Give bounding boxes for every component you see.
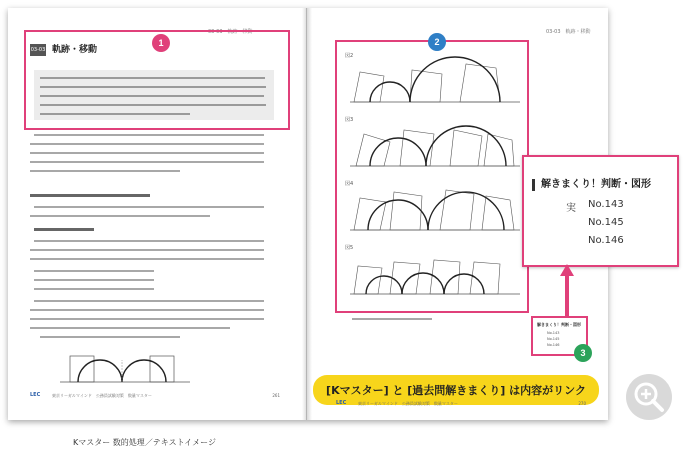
book-gutter: [302, 8, 312, 420]
intro-box: [34, 70, 274, 120]
intro-text-line: [40, 77, 265, 79]
image-caption: Kマスター 数的処理／テキストイメージ: [73, 438, 216, 447]
intro-text-line: [40, 95, 264, 97]
text-line: [30, 249, 264, 251]
rolling-figure-2: [350, 54, 520, 112]
brand-logo: LEC: [336, 400, 347, 406]
rolling-square-figure: [60, 342, 190, 392]
text-line: [34, 279, 154, 281]
text-line: [30, 258, 264, 260]
section-title: 軌跡・移動: [52, 45, 98, 55]
arrow-up-icon: [560, 264, 574, 316]
mini-title: 解きまくり！判断・図形: [537, 322, 581, 327]
callout-number: No.145: [588, 217, 624, 228]
subheading-line: [30, 194, 150, 197]
practice-reference-callout: [522, 155, 679, 267]
badge-3: 3: [574, 344, 592, 362]
rolling-figure-3: [350, 118, 520, 176]
page-number: 261: [272, 393, 280, 398]
callout-mark: 実: [566, 203, 576, 214]
footer-text: 東京リーガルマインド 公務員試験対策 数量マスター: [358, 401, 458, 406]
zoom-in-icon: [626, 374, 672, 420]
figure-label: 図2: [345, 53, 354, 59]
banner-text: [Kマスター] と [過去問解きまくり] は内容がリンク: [326, 384, 586, 397]
text-line: [30, 170, 180, 172]
figure-label: 図5: [345, 245, 354, 251]
mini-number: No.146: [547, 343, 560, 347]
brand-logo: LEC: [30, 392, 41, 398]
text-line: [34, 300, 264, 302]
text-line: [30, 327, 230, 329]
rolling-figure-4: [350, 182, 520, 240]
text-line: [30, 161, 264, 163]
callout-number: No.143: [588, 199, 624, 210]
figure-caption-line: [352, 318, 432, 320]
page-number: 270: [578, 401, 586, 406]
badge-1: 1: [152, 34, 170, 52]
text-line: [30, 143, 264, 145]
intro-text-line: [40, 86, 266, 88]
running-head: 03-03 軌跡・移動: [208, 29, 253, 35]
callout-title: 解きまくり！判断・図形: [532, 179, 651, 191]
badge-2: 2: [428, 33, 446, 51]
intro-text-line: [40, 104, 266, 106]
section-code: 03-03: [30, 44, 46, 56]
intro-text-line: [40, 113, 190, 115]
text-line: [34, 134, 264, 136]
rolling-figure-5: [350, 246, 520, 304]
text-line: [34, 270, 154, 272]
zoom-button[interactable]: [626, 374, 672, 420]
figure-label: 図3: [345, 117, 354, 123]
mini-number: No.145: [547, 337, 560, 341]
callout-number: No.146: [588, 235, 624, 246]
subheading-line: [34, 228, 94, 231]
text-line: [34, 288, 154, 290]
text-line: [34, 206, 264, 208]
text-line: [30, 215, 210, 217]
running-head: 03-03 軌跡・移動: [546, 29, 591, 35]
mini-number: No.143: [547, 331, 560, 335]
right-footer: [336, 400, 586, 408]
left-footer: [30, 392, 280, 400]
text-line: [34, 240, 264, 242]
text-line: [30, 309, 264, 311]
text-line: [30, 318, 264, 320]
figure-label: 図4: [345, 181, 354, 187]
text-line: [30, 152, 264, 154]
footer-text: 東京リーガルマインド 公務員試験対策 数量マスター: [52, 393, 152, 398]
text-line: [40, 336, 180, 338]
